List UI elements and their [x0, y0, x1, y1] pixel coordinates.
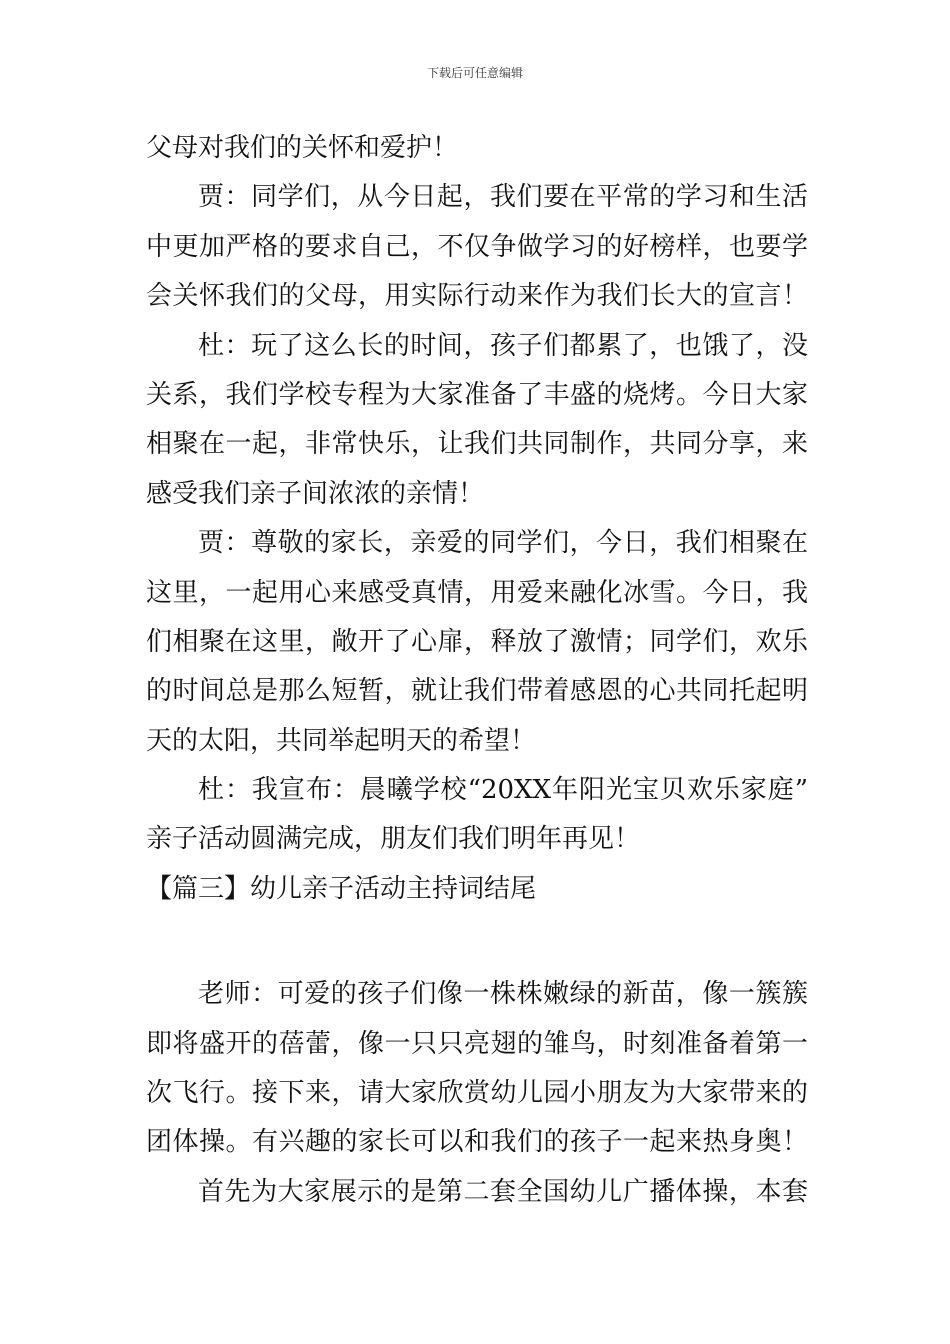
text-line: 关系，我们学校专程为大家准备了丰盛的烧烤。今日大家 — [146, 379, 808, 410]
text-line: 即将盛开的蓓蕾，像一只只亮翅的雏鸟，时刻准备着第一 — [146, 1028, 808, 1059]
text-line: 的时间总是那么短暂，就让我们带着感恩的心共同托起明 — [146, 676, 808, 707]
text-line: 亲子活动圆满完成，朋友们我们明年再见！ — [146, 824, 641, 855]
text-line: 感受我们亲子间浓浓的亲情！ — [146, 478, 485, 509]
section-heading: 【篇三】幼儿亲子活动主持词结尾 — [146, 873, 537, 904]
text-line: 贾：同学们，从今日起，我们要在平常的学习和生活 — [198, 182, 808, 213]
text-line: 们相聚在这里，敞开了心扉，释放了激情；同学们，欢乐 — [146, 626, 808, 657]
text-line: 相聚在一起，非常快乐，让我们共同制作，共同分享，来 — [146, 429, 808, 460]
text-line: 中更加严格的要求自己，不仅争做学习的好榜样，也要学 — [146, 231, 808, 262]
text-line: 杜：我宣布：晨曦学校“20XX年阳光宝贝欢乐家庭” — [198, 775, 808, 806]
text-line: 这里，一起用心来感受真情，用爱来融化冰雪。今日，我 — [146, 577, 808, 608]
paragraph-gap — [146, 914, 808, 970]
text-line: 贾：尊敬的家长，亲爱的同学们，今日，我们相聚在 — [198, 528, 808, 559]
text-line: 杜：玩了这么长的时间，孩子们都累了，也饿了，没 — [198, 330, 808, 361]
document-body — [146, 124, 808, 1217]
text-line: 父母对我们的关怀和爱护！ — [146, 133, 459, 163]
text-line: 老师：可爱的孩子们像一株株嫩绿的新苗，像一簇簇 — [198, 979, 808, 1010]
text-line: 会关怀我们的父母，用实际行动来作为我们长大的宣言！ — [146, 281, 808, 312]
page-header-note: 下载后可任意编辑 — [426, 66, 523, 80]
text-line: 首先为大家展示的是第二套全国幼儿广播体操，本套 — [198, 1176, 808, 1207]
text-line: 次飞行。接下来，请大家欣赏幼儿园小朋友为大家带来的 — [146, 1078, 808, 1109]
text-line: 团体操。有兴趣的家长可以和我们的孩子一起来热身奥！ — [146, 1127, 808, 1158]
text-line: 天的太阳，共同举起明天的希望！ — [146, 725, 537, 756]
